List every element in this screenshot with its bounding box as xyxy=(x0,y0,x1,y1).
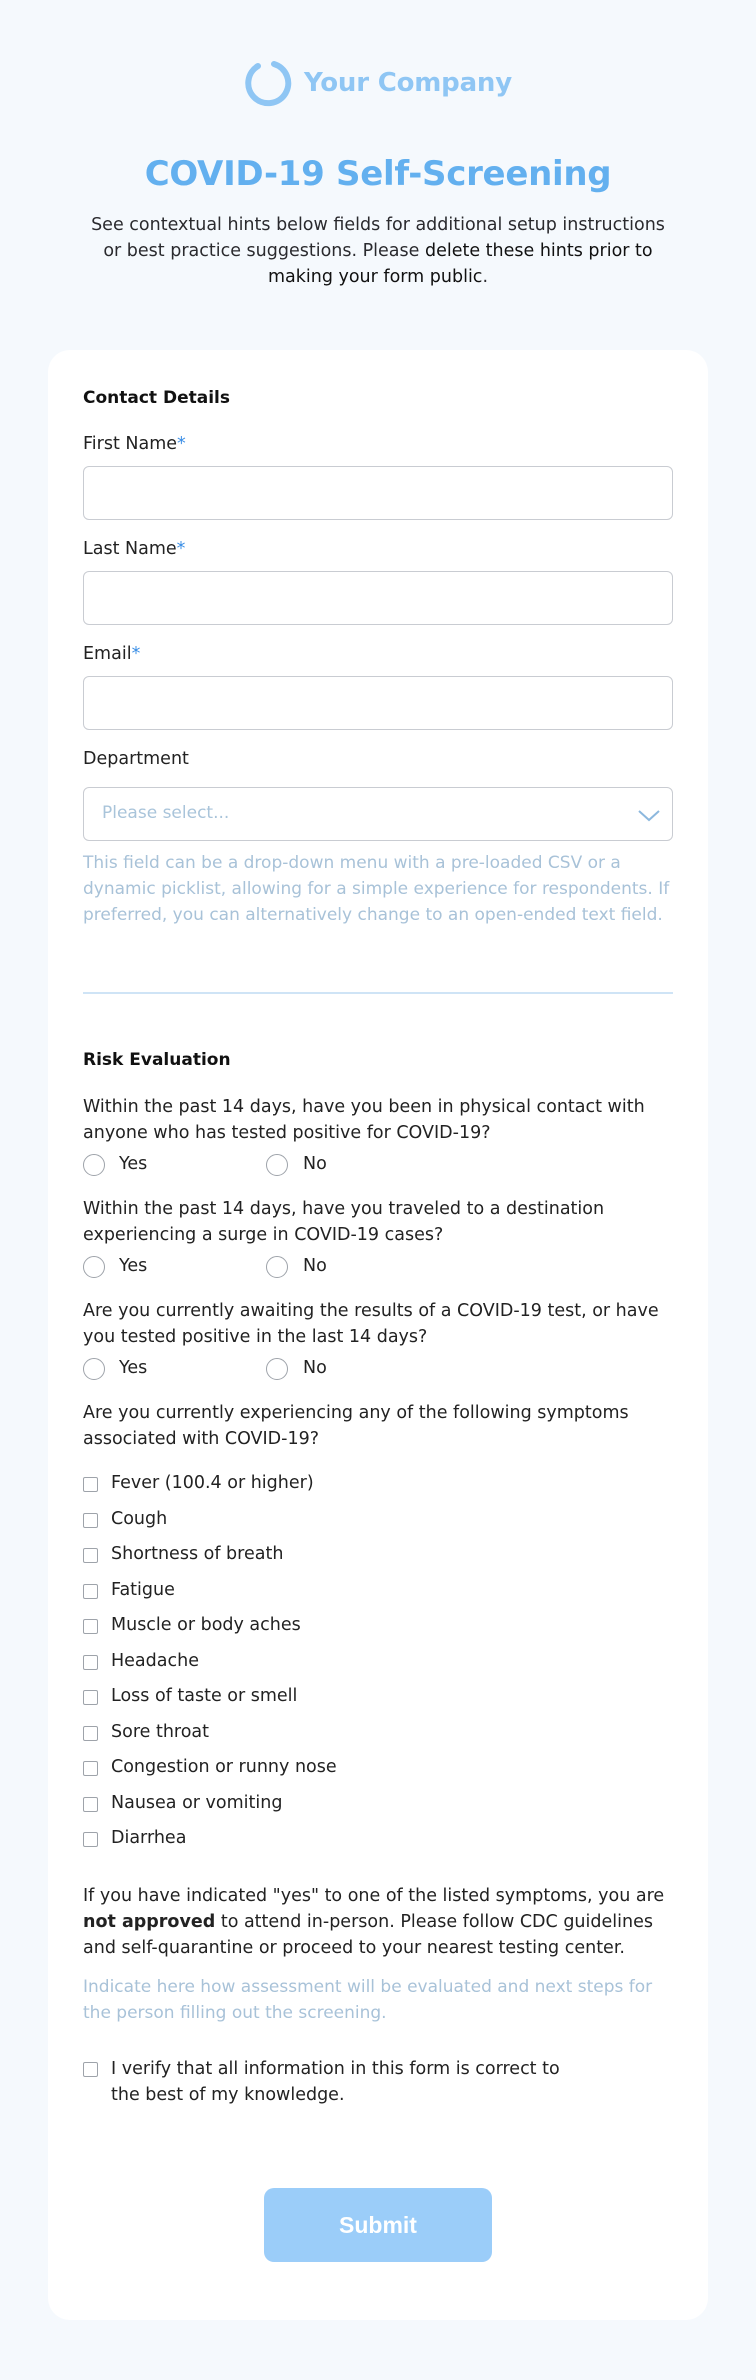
contact-details-heading: Contact Details xyxy=(83,388,230,408)
q2-no-radio[interactable] xyxy=(266,1256,288,1278)
symptom-label: Fatigue xyxy=(111,1580,175,1600)
symptom-checkbox[interactable] xyxy=(83,1548,98,1563)
page-title: COVID-19 Self-Screening xyxy=(144,154,612,194)
verify-checkbox[interactable] xyxy=(83,2062,98,2077)
q3-yes-radio[interactable] xyxy=(83,1358,105,1380)
department-hint: This field can be a drop-down menu with a pre-loaded CSV or a dynamic picklist, allowing for a simple experience for respondents. If preferred, you can alternatively change to an open-ended text field. xyxy=(83,853,670,925)
q1-no-label: No xyxy=(303,1154,327,1174)
department-select[interactable] xyxy=(83,787,673,841)
question-symptoms: Are you currently experiencing any of the following symptoms associated with COVID-19? xyxy=(83,1403,629,1449)
q1-yes-label: Yes xyxy=(119,1154,148,1174)
submit-button[interactable]: Submit xyxy=(264,2188,492,2262)
symptom-checkbox[interactable] xyxy=(83,1513,98,1528)
q3-no-radio[interactable] xyxy=(266,1358,288,1380)
symptom-checkbox[interactable] xyxy=(83,1584,98,1599)
form-card xyxy=(48,350,708,2320)
chevron-down-icon xyxy=(636,805,662,825)
logo-ring-icon xyxy=(244,59,292,107)
page-intro: See contextual hints below fields for additional setup instructions or best practice suggestions. Please delete these hints prior to making your form public. xyxy=(91,215,665,287)
verify-label: I verify that all information in this form is correct to the best of my knowledge. xyxy=(111,2059,560,2105)
email-input[interactable] xyxy=(83,676,673,730)
department-placeholder: Please select... xyxy=(102,803,230,823)
section-divider xyxy=(83,992,673,994)
symptom-label: Cough xyxy=(111,1509,168,1529)
required-marker: * xyxy=(176,539,186,559)
symptom-checkbox[interactable] xyxy=(83,1761,98,1776)
required-marker: * xyxy=(177,434,186,454)
symptom-label: Shortness of breath xyxy=(111,1544,284,1564)
symptom-checkbox[interactable] xyxy=(83,1690,98,1705)
symptom-label: Nausea or vomiting xyxy=(111,1793,283,1813)
symptom-label: Congestion or runny nose xyxy=(111,1757,337,1777)
symptom-label: Fever (100.4 or higher) xyxy=(111,1473,314,1493)
symptom-checkbox[interactable] xyxy=(83,1619,98,1634)
q1-no-radio[interactable] xyxy=(266,1154,288,1176)
last-name-input[interactable] xyxy=(83,571,673,625)
department-label: Department xyxy=(83,749,189,769)
question-physical-contact: Within the past 14 days, have you been in physical contact with anyone who has tested positive for COVID-19? xyxy=(83,1097,645,1143)
symptom-checkbox[interactable] xyxy=(83,1726,98,1741)
first-name-input[interactable] xyxy=(83,466,673,520)
q3-yes-label: Yes xyxy=(119,1358,148,1378)
q2-no-label: No xyxy=(303,1256,327,1276)
approval-notice: If you have indicated "yes" to one of the listed symptoms, you are not approved to attend in-person. Please follow CDC guidelines and self-quarantine or proceed to your nearest testing center. xyxy=(83,1886,665,1958)
company-logo xyxy=(0,58,756,108)
symptom-checkbox[interactable] xyxy=(83,1832,98,1847)
company-name: Your Company xyxy=(304,68,512,98)
first-name-label: First Name* xyxy=(83,434,186,454)
symptom-label: Sore throat xyxy=(111,1722,210,1742)
question-test-results: Are you currently awaiting the results of a COVID-19 test, or have you tested positive in the last 14 days? xyxy=(83,1301,659,1347)
q3-no-label: No xyxy=(303,1358,327,1378)
q1-yes-radio[interactable] xyxy=(83,1154,105,1176)
symptom-label: Diarrhea xyxy=(111,1828,187,1848)
q2-yes-radio[interactable] xyxy=(83,1256,105,1278)
symptom-checkbox[interactable] xyxy=(83,1797,98,1812)
last-name-label: Last Name* xyxy=(83,539,186,559)
email-label: Email* xyxy=(83,644,141,664)
question-travel: Within the past 14 days, have you traveled to a destination experiencing a surge in COVID-19 cases? xyxy=(83,1199,605,1245)
q2-yes-label: Yes xyxy=(119,1256,148,1276)
required-marker: * xyxy=(131,644,141,664)
assessment-hint: Indicate here how assessment will be evaluated and next steps for the person filling out the screening. xyxy=(83,1977,653,2023)
risk-evaluation-heading: Risk Evaluation xyxy=(83,1050,231,1070)
symptom-label: Loss of taste or smell xyxy=(111,1686,298,1706)
symptom-checkbox[interactable] xyxy=(83,1477,98,1492)
symptom-label: Muscle or body aches xyxy=(111,1615,301,1635)
symptom-label: Headache xyxy=(111,1651,199,1671)
symptom-checkbox[interactable] xyxy=(83,1655,98,1670)
